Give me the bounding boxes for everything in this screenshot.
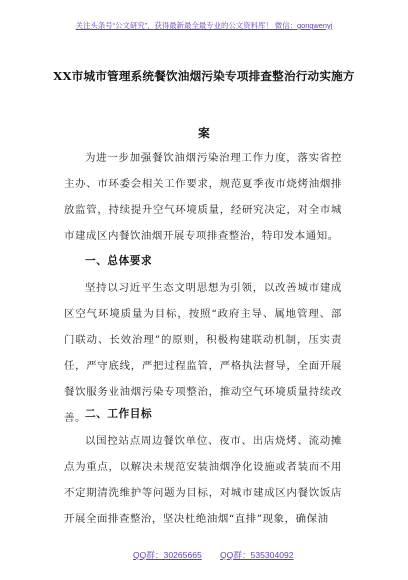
promo-banner[interactable]: 关注头条号“公文研究”，获得最新最全最专业的公文资料库！ 微信：gongwenyj [75,21,333,30]
section-body-overall-requirements: 坚持以习近平生态文明思想为引领，以改善城市建成区空气环境质量为目标，按照“政府主导、属地管理、部门联动、长效治理”的原则，积极构建联动机制，压实责任，严守底线，严把过程监管，严格执法督导，全面开展餐饮服务业油烟污染专项整治，推动空气环境质量持续改善。 [64,282,342,424]
section-heading-overall-requirements: 一、总体要求 [85,255,153,267]
section-heading-work-goals: 二、工作目标 [85,408,153,420]
footer-qq-group-2[interactable]: QQ群：535304092 [220,550,294,560]
document-title-line-2: 案 [198,126,210,140]
intro-paragraph: 为进一步加强餐饮油烟污染治理工作力度，落实省控主办、市环委会相关工作要求，规范夏季夜市烧烤油烟排放监管，持续提升空气环境质量，经研究决定，对全市城市建成区内餐饮油烟开展专项排查整治，特印发本通知。 [64,152,342,242]
document-title-line-1: XX市城市管理系统餐饮油烟污染专项排查整治行动实施方 [53,69,355,83]
section-body-work-goals: 以国控站点周边餐饮单位、夜市、出店烧烤、流动摊点为重点，以解决未规范安装油烟净化设施或者装而不用不定期清洗维护等问题为目标，对城市建成区内餐饮饭店开展全面排查整治，坚决杜绝油烟“直排”现象，确保油 [64,435,342,525]
footer-qq-group-1[interactable]: QQ群：30265665 [133,550,202,560]
